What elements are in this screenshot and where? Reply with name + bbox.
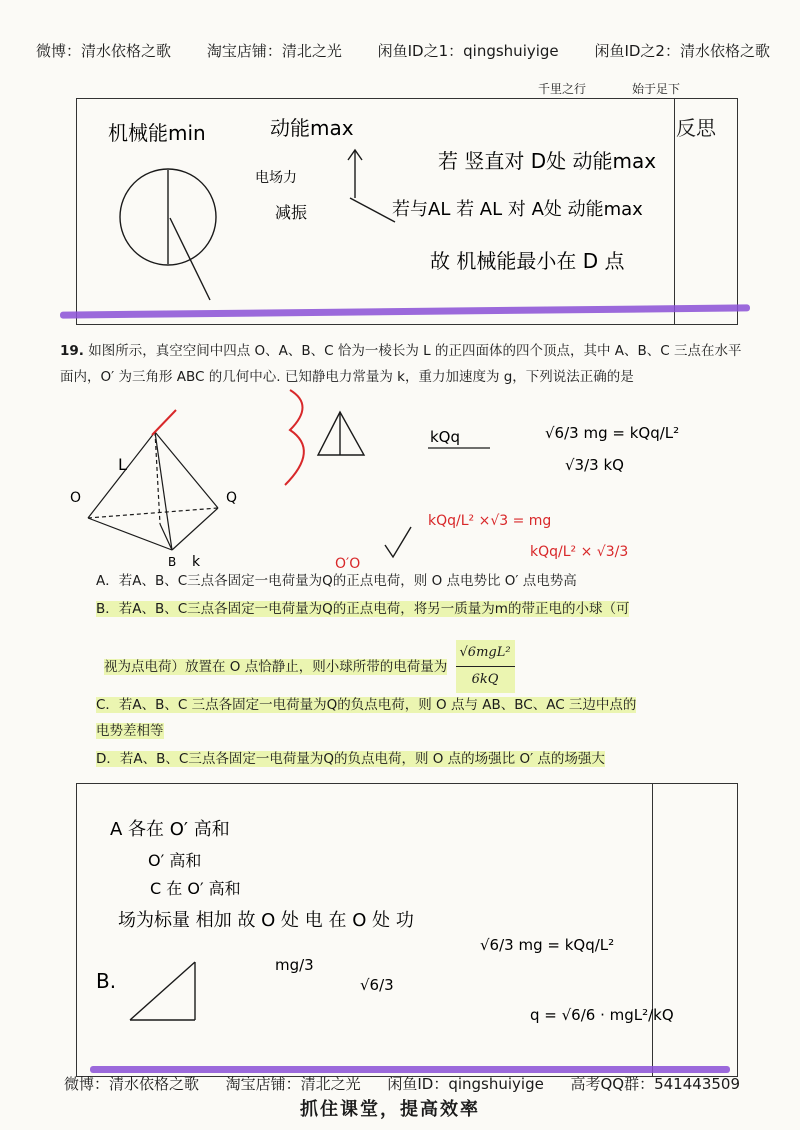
question-number: 19. bbox=[60, 343, 84, 359]
hw-ans4: 场为标量 相加 故 O 处 电 在 O 处 功 bbox=[118, 910, 414, 931]
edge-ab bbox=[88, 518, 172, 550]
option-c-text2: 电势差相等 bbox=[96, 723, 164, 739]
footer-slogan: 抓住课堂，提高效率 bbox=[300, 1099, 480, 1120]
down-arrow bbox=[350, 198, 395, 222]
arrow-line bbox=[170, 218, 210, 300]
motto-right: 始于足下 bbox=[632, 82, 681, 96]
red-b-mark bbox=[285, 390, 304, 485]
hw-note7: 故 机械能最小在 D 点 bbox=[430, 249, 625, 273]
footer-qq: 高考QQ群：541443509 bbox=[570, 1075, 740, 1093]
hw-note5: 若 竖直对 D处 动能max bbox=[438, 149, 657, 173]
small-triangle bbox=[318, 412, 364, 455]
label-l: L bbox=[118, 455, 127, 474]
hw-eq-right1: √6/3 mg = kQq/L² bbox=[480, 936, 615, 954]
header-weibo: 微博：清水依格之歌 bbox=[36, 42, 172, 60]
option-d-text: D．若A、B、C三点各固定一电荷量为Q的负点电荷，则 O 点的场强比 O′ 点的场强大 bbox=[96, 751, 605, 767]
header-xianyu1: 闲鱼ID之1：qingshuiyige bbox=[377, 42, 559, 60]
header-taobao: 淘宝店铺：清北之光 bbox=[206, 42, 342, 60]
red-eq: kQq/L² ×√3 = mg bbox=[428, 513, 552, 529]
hw-b-label: B. bbox=[96, 969, 117, 993]
hw-note2: 动能max bbox=[270, 116, 354, 140]
edge-oa bbox=[88, 432, 155, 518]
footer-weibo: 微博：清水依格之歌 bbox=[64, 1075, 200, 1093]
hw-note6: 若与AL 若 AL 对 A处 动能max bbox=[392, 199, 643, 220]
hw-note4: 减振 bbox=[275, 203, 308, 222]
red-label: O′O bbox=[335, 556, 361, 572]
hw-note1: 机械能min bbox=[108, 121, 206, 145]
fraction-numerator: √6mgL² bbox=[456, 640, 515, 667]
hw-eqa: mg/3 bbox=[275, 956, 314, 974]
option-c-text1: C．若A、B、C 三点各固定一电荷量为Q的负点电荷，则 O 点与 AB、BC、AC 三边中点的 bbox=[96, 697, 637, 713]
footer-xianyu: 闲鱼ID：qingshuiyige bbox=[387, 1075, 544, 1093]
option-b-text2: 视为点电荷）放置在 O 点恰静止，则小球所带的电荷量为 bbox=[104, 658, 448, 675]
eq-third: √3/3 kQ bbox=[565, 456, 624, 474]
tetrahedron-figure bbox=[88, 432, 218, 550]
question-text: 如图所示，真空空间中四点 O、A、B、C 恰为一棱长为 L 的正四面体的四个顶点，其中 A、B、C 三点在水平面内，O′ 为三角形 ABC 的几何中心. 已知静电力常量为 k，重力加速度为 g，下列说法正确的是 bbox=[60, 343, 742, 385]
bottom-sketch bbox=[130, 962, 195, 1020]
page-footer bbox=[64, 1073, 740, 1094]
reflection-label: 反思 bbox=[676, 116, 716, 140]
red-eq2: kQq/L² × √3/3 bbox=[530, 544, 629, 560]
eq-right: √6/3 mg = kQq/L² bbox=[545, 424, 680, 442]
option-b-text1: B．若A、B、C三点各固定一电荷量为Q的正点电荷，将另一质量为m的带正电的小球（可 bbox=[96, 601, 630, 617]
label-k: k bbox=[192, 554, 201, 570]
footer-taobao: 淘宝店铺：清北之光 bbox=[225, 1075, 361, 1093]
label-o: O bbox=[70, 490, 82, 506]
label-q: Q bbox=[226, 490, 238, 506]
option-a: A．若A、B、C三点各固定一电荷量为Q的正点电荷，则 O 点电势比 O′ 点电势高 bbox=[96, 573, 577, 589]
header-xianyu2: 闲鱼ID之2：清水依格之歌 bbox=[594, 42, 770, 60]
fraction-denominator: 6kQ bbox=[471, 672, 499, 687]
edge-bc bbox=[172, 508, 218, 550]
check-mark bbox=[385, 527, 411, 557]
motto-left: 千里之行 bbox=[538, 82, 587, 96]
hw-eq-right2: q = √6/6 · mgL²/kQ bbox=[530, 1006, 674, 1024]
middle-sketch bbox=[318, 412, 411, 557]
slant-line bbox=[130, 962, 195, 1020]
hw-ans3: C 在 O′ 高和 bbox=[150, 879, 241, 898]
hw-ans1: A 各在 O′ 高和 bbox=[110, 819, 230, 840]
hw-ans2: O′ 高和 bbox=[148, 851, 202, 870]
hw-note3: 电场力 bbox=[255, 170, 297, 186]
eq-kqq: kQq bbox=[430, 428, 461, 446]
edge-ac bbox=[88, 508, 218, 518]
red-arrow bbox=[152, 410, 176, 435]
label-b: B bbox=[168, 555, 177, 569]
hw-eqb: √6/3 bbox=[360, 976, 394, 994]
